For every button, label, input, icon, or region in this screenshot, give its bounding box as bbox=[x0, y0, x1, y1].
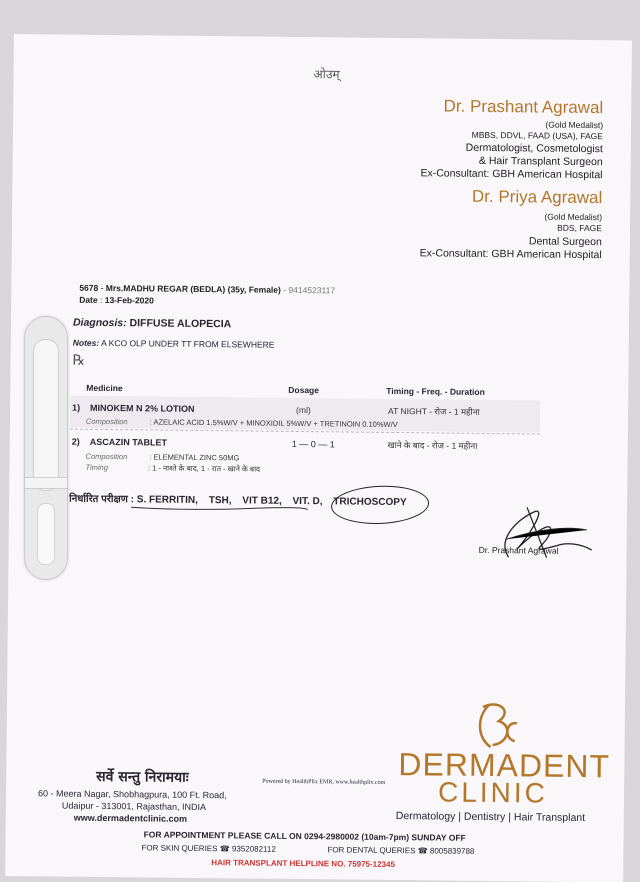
test-ferritin: S. FERRITIN, bbox=[136, 494, 199, 506]
patient-id: 5678 bbox=[79, 282, 99, 293]
header-timing: Timing - Freq. - Duration bbox=[386, 385, 485, 397]
row2-number: 2) bbox=[71, 436, 80, 447]
doctor2-name: Dr. Priya Agrawal bbox=[471, 186, 603, 208]
doctor1-name: Dr. Prashant Agrawal bbox=[443, 96, 604, 118]
rx-symbol: ℞ bbox=[72, 352, 86, 369]
dental-queries-phone: 8005839788 bbox=[429, 846, 475, 856]
visit-date: 13-Feb-2020 bbox=[104, 294, 154, 306]
powered-by: Powered by HealthPlix EMR, www.healthplix.com bbox=[262, 778, 386, 786]
clip-slot bbox=[33, 339, 59, 491]
doctor1-medal: (Gold Medalist) bbox=[545, 119, 604, 131]
dental-queries-label: FOR DENTAL QUERIES bbox=[327, 845, 416, 856]
row2-composition-value: : ELEMENTAL ZINC 50MG bbox=[149, 452, 240, 463]
motto: सर्वे सन्तु निरामयाः bbox=[96, 768, 189, 786]
underline-stroke bbox=[129, 503, 309, 513]
address-line1: 60 - Meera Nagar, Shobhagpura, 100 Ft. Road, bbox=[37, 788, 227, 801]
appointment-line: FOR APPOINTMENT PLEASE CALL ON 0294-2980002 (10am-7pm) SUNDAY OFF bbox=[143, 829, 466, 843]
diagnosis bbox=[73, 317, 231, 331]
diagnosis-value: DIFFUSE ALOPECIA bbox=[129, 317, 232, 331]
row2-dosage: 1 — 0 — 1 bbox=[291, 438, 335, 450]
diagnosis-label: Diagnosis: bbox=[72, 316, 127, 330]
date-label: Date bbox=[79, 294, 98, 305]
patient-phone: - 9414523117 bbox=[283, 284, 336, 296]
doctor1-title1: Dermatologist, Cosmetologist bbox=[465, 141, 603, 156]
patient-line bbox=[79, 283, 335, 296]
header-medicine: Medicine bbox=[86, 382, 123, 394]
test-tsh: TSH, bbox=[208, 495, 232, 507]
row2-timing-value: : 1 - नाश्ते के बाद, 1 - रात - खाने के बाद bbox=[147, 463, 261, 474]
row2-timing: खाने के बाद - रोज - 1 महीना bbox=[387, 439, 478, 451]
row1-composition-label: Composition bbox=[85, 416, 128, 427]
doctor2-consultant: Ex-Consultant: GBH American Hospital bbox=[419, 247, 602, 262]
doctor2-title: Dental Surgeon bbox=[528, 235, 602, 249]
notes bbox=[73, 338, 275, 350]
tests-label: निर्धारित परीक्षण : bbox=[69, 493, 135, 506]
date-sep: : bbox=[97, 294, 105, 305]
doctor1-title2: & Hair Transplant Surgeon bbox=[478, 154, 603, 169]
clip-knob bbox=[37, 503, 55, 565]
phone-icon: ☎ bbox=[417, 846, 428, 856]
test-trichoscopy: TRICHOSCOPY bbox=[333, 496, 407, 509]
patient-id-sep: - bbox=[98, 282, 106, 293]
doctor1-degrees: MBBS, DDVL, FAAD (USA), FAGE bbox=[471, 129, 604, 142]
row2-timing-detail bbox=[85, 463, 260, 475]
om-symbol: ओउम् bbox=[313, 67, 340, 82]
trichoscopy-circle bbox=[330, 484, 430, 526]
skin-queries-phone: 9352082112 bbox=[231, 844, 276, 854]
row2-composition-label: Composition bbox=[85, 451, 128, 462]
skin-queries-label: FOR SKIN QUERIES bbox=[141, 843, 218, 854]
test-vit-b12: VIT B12, bbox=[242, 495, 282, 507]
header-dosage: Dosage bbox=[288, 384, 320, 396]
patient-name: Mrs.MADHU REGAR (BEDLA) (35y, Female) bbox=[105, 282, 281, 295]
logo-dermadent: DERMADENT bbox=[398, 746, 611, 785]
notes-value: A KCO OLP UNDER TT FROM ELSEWHERE bbox=[101, 337, 275, 350]
row1-number: 1) bbox=[72, 402, 81, 413]
row2-timing-label: Timing bbox=[85, 462, 108, 473]
binder-clip bbox=[24, 316, 68, 580]
phone-icon: ☎ bbox=[219, 844, 230, 854]
skin-queries bbox=[141, 843, 275, 853]
row2-composition bbox=[86, 452, 240, 463]
address-line2: Udaipur - 313001, Rajasthan, INDIA bbox=[61, 800, 207, 813]
doctor1-consultant: Ex-Consultant: GBH American Hospital bbox=[420, 167, 603, 182]
dental-queries bbox=[327, 845, 474, 856]
prescription-page bbox=[5, 34, 632, 882]
row2-medicine: ASCAZIN TABLET bbox=[89, 436, 168, 448]
clip-bar bbox=[25, 477, 67, 489]
row1-timing: AT NIGHT - रोज - 1 महीना bbox=[388, 405, 480, 417]
signature-name: Dr. Prashant Agrawal bbox=[478, 544, 559, 556]
logo-clinic: CLINIC bbox=[437, 776, 549, 809]
row1-medicine: MINOKEM N 2% LOTION bbox=[90, 402, 195, 414]
signature bbox=[486, 499, 597, 570]
test-vit-d: VIT. D, bbox=[292, 495, 323, 508]
notes-label: Notes: bbox=[72, 337, 100, 348]
row1-dosage: (ml) bbox=[296, 404, 311, 416]
doctor2-degrees: BDS, FAGE bbox=[557, 222, 603, 234]
date-line bbox=[79, 295, 154, 306]
row1-composition-value: : AZELAIC ACID 1.5%W/V + MINOXIDIL 5%W/V + TRETINOIN 0.10%W/V bbox=[149, 417, 398, 430]
helpline: HAIR TRANSPLANT HELPLINE NO. 75975-12345 bbox=[211, 858, 395, 870]
services: Dermatology | Dentistry | Hair Transplant bbox=[395, 810, 586, 825]
website: www.dermadentclinic.com bbox=[73, 812, 188, 824]
doctor2-medal: (Gold Medalist) bbox=[544, 211, 603, 223]
